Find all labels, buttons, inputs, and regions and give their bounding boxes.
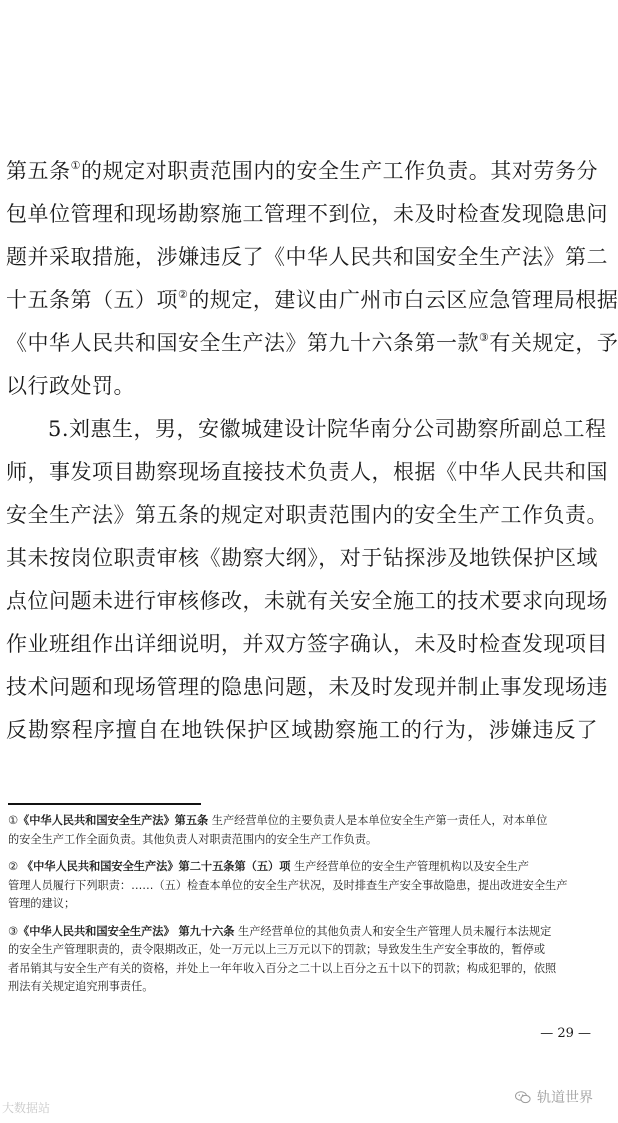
- text-line-1: 第五条①的规定对职责范围内的安全生产工作负责。其对劳务分: [6, 159, 598, 183]
- footnote-2-line-2: 管理人员履行下列职责：……（五）检查本单位的安全生产状况，及时排查生产安全事故隐患，提出改进安全生产: [8, 878, 568, 892]
- watermark-left: 大数据站: [2, 1101, 51, 1115]
- body-text: [6, 150, 618, 752]
- footnote-divider: [8, 803, 201, 805]
- text-line-14: 反勘察程序擅自在地铁保护区域勘察施工的行为，涉嫌违反了: [6, 718, 598, 742]
- footnote-3-line-2: 的安全生产管理职责的，责令限期改正，处一万元以上三万元以下的罚款；导致发生生产安全事故的，暂停或: [8, 943, 546, 956]
- footnote-1-line-1: ①《中华人民共和国安全生产法》第五条 生产经营单位的主要负责人是本单位安全生产第一责任人，对本单位: [8, 814, 548, 827]
- text-line-12: 作业班组作出详细说明，并双方签字确认，未及时检查发现项目: [6, 632, 608, 656]
- footnotes: [8, 812, 598, 997]
- footnote-2-line-1: ② 《中华人民共和国安全生产法》第二十五条第（五）项 生产经营单位的安全生产管理机构以及安全生产: [8, 860, 529, 873]
- footnote-1-line-2: 的安全生产工作全面负责。其他负责人对职责范围内的安全生产工作负责。: [8, 832, 378, 846]
- text-line-13: 技术问题和现场管理的隐患问题，未及时发现并制止事发现场违: [6, 675, 608, 699]
- text-line-10: 其未按岗位职责审核《勘察大纲》，对于钻探涉及地铁保护区域: [6, 546, 598, 570]
- text-line-8: 师，事发项目勘察现场直接技术负责人，根据《中华人民共和国: [6, 460, 608, 484]
- text-line-7: 5.刘惠生，男，安徽城建设计院华南分公司勘察所副总工程: [48, 417, 607, 441]
- text-line-3: 题并采取措施，涉嫌违反了《中华人民共和国安全生产法》第二: [6, 245, 608, 269]
- text-line-2: 包单位管理和现场勘察施工管理不到位，未及时检查发现隐患问: [6, 202, 608, 226]
- footnote-2-line-3: 管理的建议；: [8, 897, 76, 910]
- watermark-right-label: 轨道世界: [537, 1090, 593, 1106]
- footnote-3-line-1: ③《中华人民共和国安全生产法》 第九十六条 生产经营单位的其他负责人和安全生产管理人员未履行本法规定: [8, 924, 552, 938]
- text-line-6: 以行政处罚。: [6, 374, 135, 398]
- text-line-11: 点位问题未进行审核修改，未就有关安全施工的技术要求向现场: [6, 589, 608, 613]
- footnote-ref-1: ①: [70, 159, 82, 172]
- page-number: — 29 —: [540, 1026, 591, 1041]
- footnote-3-line-4: 刑法有关规定追究刑事责任。: [8, 980, 154, 993]
- footnote-ref-2: ②: [178, 288, 189, 301]
- wechat-icon: [515, 1091, 531, 1104]
- footnote-ref-3: ③: [479, 331, 490, 344]
- text-line-5: 《中华人民共和国安全生产法》第九十六条第一款③有关规定，予: [6, 331, 618, 355]
- watermark-right: [515, 1087, 593, 1107]
- footnote-3-line-3: 者吊销其与安全生产有关的资格，并处上一年年收入百分之二十以上百分之五十以下的罚款；构成犯罪的，依照: [8, 961, 557, 975]
- text-line-9: 安全生产法》第五条的规定对职责范围内的安全生产工作负责。: [6, 503, 608, 527]
- text-line-4: 十五条第（五）项②的规定，建议由广州市白云区应急管理局根据: [6, 288, 618, 312]
